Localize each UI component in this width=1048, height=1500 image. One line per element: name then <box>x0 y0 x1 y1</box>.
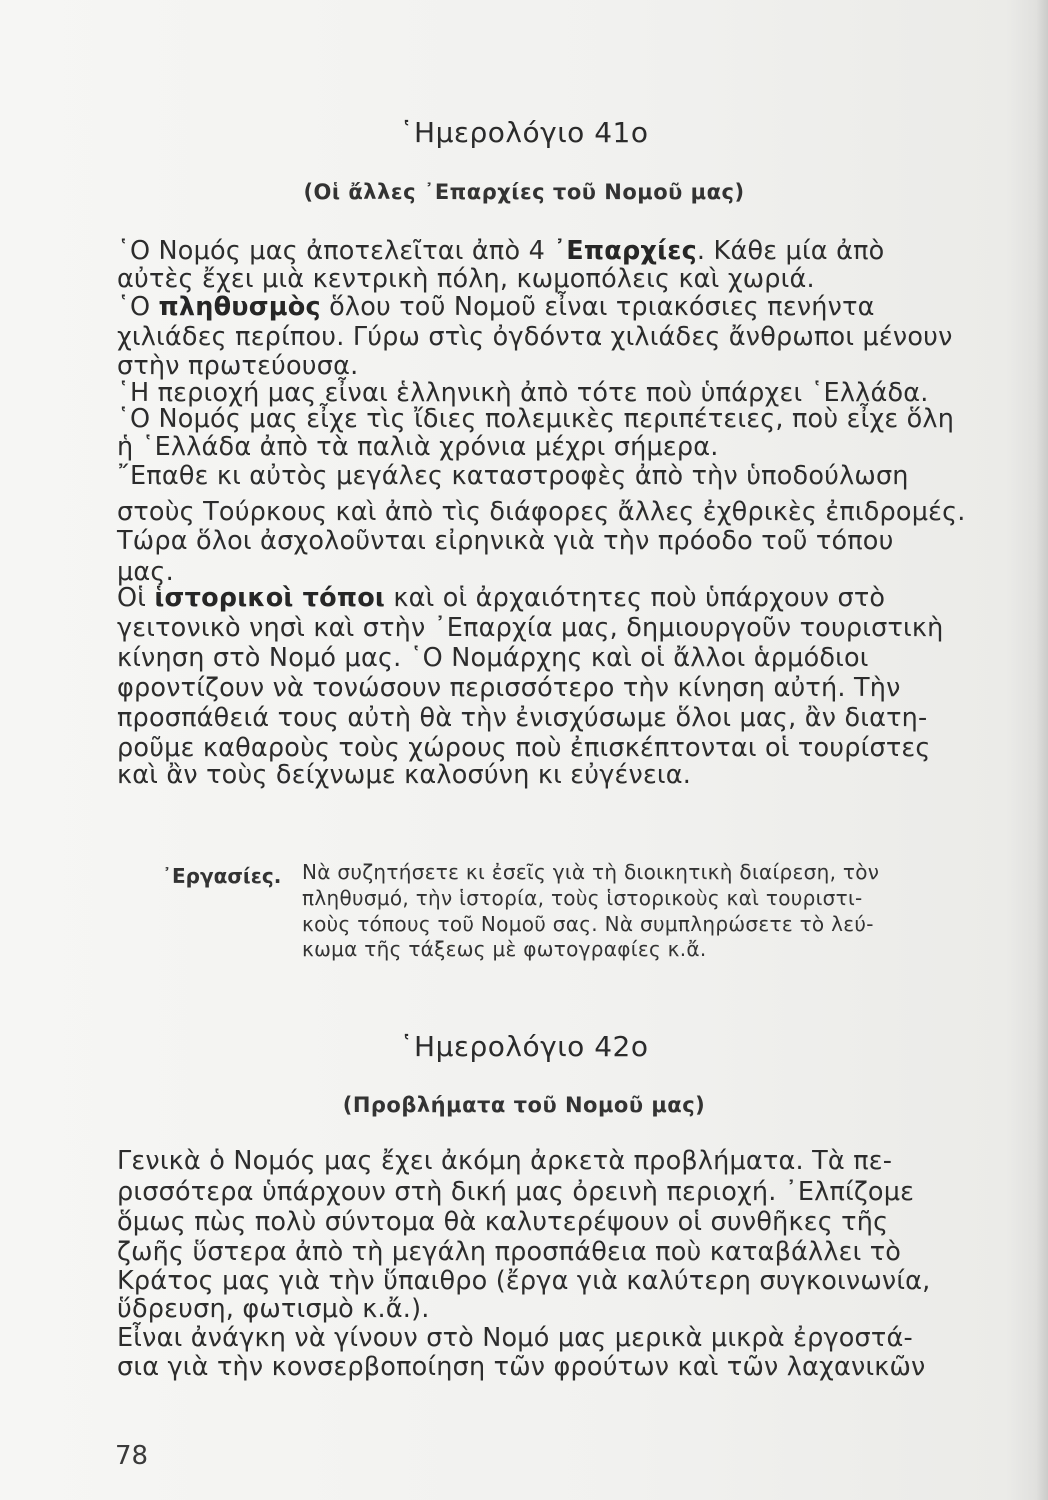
paragraph-line: Τώρα ὅλοι ἀσχολοῦνται εἰρηνικὰ γιὰ τὴν πρόοδο τοῦ τόπου <box>117 526 894 556</box>
paragraph-line: ἡ ῾Ελλάδα ἀπὸ τὰ παλιὰ χρόνια μέχρι σήμερα. <box>117 432 719 462</box>
paragraph-line: ὅμως πὼς πολὺ σύντομα θὰ καλυτερέψουν οἱ συνθῆκες τῆς <box>117 1207 889 1237</box>
paragraph-line: ῾Ο Νομός μας ἀποτελεῖται ἀπὸ 4 ᾿Επαρχίες. Κάθε μία ἀπὸ <box>117 236 885 266</box>
page-edge-shadow <box>1036 0 1048 1500</box>
keyword-eparchies: ᾿Επαρχίες <box>553 236 697 266</box>
tasks-line: πληθυσμό, τὴν ἱστορία, τοὺς ἱστορικοὺς καὶ τουριστι- <box>302 886 863 910</box>
paragraph-line: Οἱ ἱστορικοὶ τόποι καὶ οἱ ἀρχαιότητες ποὺ ὑπάρχουν στὸ <box>117 583 886 613</box>
paragraph-line: ὕδρευση, φωτισμὸ κ.ἄ.). <box>117 1294 430 1324</box>
paragraph-line: χιλιάδες περίπου. Γύρω στὶς ὀγδόντα χιλιάδες ἄνθρωποι μένουν <box>117 322 953 352</box>
paragraph-line: ζωῆς ὕστερα ἀπὸ τὴ μεγάλη προσπάθεια ποὺ καταβάλλει τὸ <box>117 1237 902 1267</box>
paragraph-line: Εἶναι ἀνάγκη νὰ γίνουν στὸ Νομό μας μερικὰ μικρὰ ἐργοστά- <box>117 1323 913 1353</box>
diary-42-title: ῾Ημερολόγιο 42ο <box>399 1030 649 1063</box>
paragraph-line: ρισσότερα ὑπάρχουν στὴ δική μας ὀρεινὴ περιοχή. ᾿Ελπίζομε <box>117 1177 915 1207</box>
paragraph-line: γειτονικὸ νησὶ καὶ στὴν ᾿Επαρχία μας, δημιουργοῦν τουριστικὴ <box>117 613 944 643</box>
paragraph-line: αὐτὲς ἔχει μιὰ κεντρικὴ πόλη, κωμοπόλεις καὶ χωριά. <box>117 264 815 294</box>
paragraph-line: ροῦμε καθαροὺς τοὺς χώρους ποὺ ἐπισκέπτονται οἱ τουρίστες <box>117 733 931 763</box>
paragraph-line: στὴν πρωτεύουσα. <box>117 351 359 381</box>
tasks-line: κωμα τῆς τάξεως μὲ φωτογραφίες κ.ἄ. <box>302 937 707 961</box>
paragraph-line: φροντίζουν νὰ τονώσουν περισσότερο τὴν κίνηση αὐτή. Τὴν <box>117 673 901 703</box>
tasks-label: ᾿Εργασίες. <box>162 864 282 888</box>
paragraph-line: ῾Ο Νομός μας εἶχε τὶς ἴδιες πολεμικὲς περιπέτειες, ποὺ εἶχε ὅλη <box>117 404 955 434</box>
keyword-istorikoi-topoi: ἱστορικοὶ τόποι <box>154 583 386 613</box>
paragraph-line: Κράτος μας γιὰ τὴν ὕπαιθρο (ἔργα γιὰ καλύτερη συγκοινωνία, <box>117 1266 931 1296</box>
diary-42-subtitle: (Προβλήματα τοῦ Νομοῦ μας) <box>342 1093 706 1117</box>
page-number: 78 <box>115 1441 149 1471</box>
paragraph-line: καὶ ἂν τοὺς δείχνωμε καλοσύνη κι εὐγένεια. <box>117 760 692 790</box>
paragraph-line: κίνηση στὸ Νομό μας. ῾Ο Νομάρχης καὶ οἱ ἄλλοι ἁρμόδιοι <box>117 643 869 673</box>
paragraph-line: σια γιὰ τὴν κονσερβοποίηση τῶν φρούτων καὶ τῶν λαχανικῶν <box>117 1352 926 1382</box>
paragraph-line: στοὺς Τούρκους καὶ ἀπὸ τὶς διάφορες ἄλλες ἐχθρικὲς ἐπιδρομές. <box>117 497 966 527</box>
tasks-line: κοὺς τόπους τοῦ Νομοῦ σας. Νὰ συμπληρώσετε τὸ λεύ- <box>302 912 874 936</box>
paragraph-line: προσπάθειά τους αὐτὴ θὰ τὴν ἐνισχύσωμε ὅλοι μας, ἂν διατη- <box>117 703 928 733</box>
diary-41-subtitle: (Οἱ ἄλλες ᾿Επαρχίες τοῦ Νομοῦ μας) <box>303 180 745 204</box>
paragraph-line: ῾Ο πληθυσμὸς ὅλου τοῦ Νομοῦ εἶναι τριακόσιες πενήντα <box>117 292 875 322</box>
diary-41-title: ῾Ημερολόγιο 41ο <box>399 116 649 149</box>
paragraph-line: ῾Η περιοχή μας εἶναι ἑλληνικὴ ἀπὸ τότε ποὺ ὑπάρχει ῾Ελλάδα. <box>117 378 929 408</box>
tasks-line: Νὰ συζητήσετε κι ἐσεῖς γιὰ τὴ διοικητικὴ διαίρεση, τὸν <box>302 860 880 884</box>
paragraph-line: μας. <box>117 557 174 587</box>
paragraph-line: Γενικὰ ὁ Νομός μας ἔχει ἀκόμη ἀρκετὰ προβλήματα. Τὰ πε- <box>117 1146 893 1176</box>
paragraph-line: ῎Επαθε κι αὐτὸς μεγάλες καταστροφὲς ἀπὸ τὴν ὑποδούλωση <box>117 461 909 491</box>
keyword-plithysmos: πληθυσμὸς <box>158 292 321 322</box>
